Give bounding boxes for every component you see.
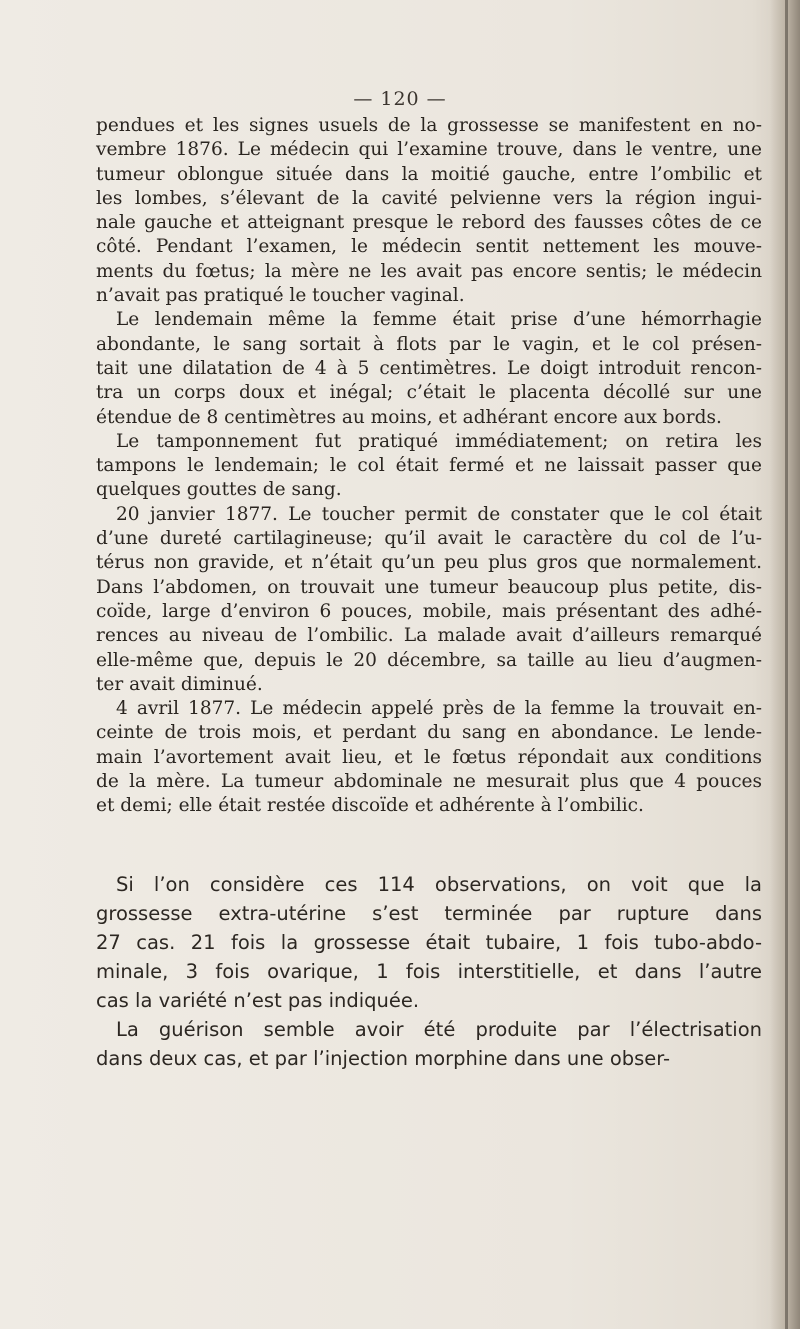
text-line: nale gauche et atteignant presque le rebord des fausses côtes de ce — [96, 212, 762, 234]
paragraph — [96, 697, 762, 818]
text-line: La guérison semble avoir été produite par l’électrisation — [116, 1018, 762, 1041]
text-line: 27 cas. 21 fois la grossesse était tubaire, 1 fois tubo-abdo- — [96, 931, 762, 954]
text-line: Dans l’abdomen, on trouvait une tumeur beaucoup plus petite, dis- — [96, 576, 762, 598]
text-line: pendues et les signes usuels de la grossesse se manifestent en no- — [96, 115, 762, 136]
text-line: cas la variété n’est pas indiquée. — [96, 989, 420, 1012]
text-line: coïde, large d’environ 6 pouces, mobile, mais présentant des adhé- — [96, 600, 762, 622]
text-line: tumeur oblongue située dans la moitié gauche, entre l’ombilic et — [96, 163, 762, 185]
text-line: Le lendemain même la femme était prise d’une hémorrhagie — [116, 309, 762, 331]
text-line: rences au niveau de l’ombilic. La malade avait d’ailleurs remarqué — [96, 625, 762, 647]
text-line: dans deux cas, et par l’injection morphine dans une obser- — [96, 1047, 671, 1070]
paragraph — [96, 430, 762, 503]
binding-edge — [785, 0, 788, 1329]
text-line: Le tamponnement fut pratiqué immédiatement; on retira les — [116, 430, 762, 452]
paragraph — [96, 114, 762, 308]
paragraph — [96, 870, 762, 1015]
text-line: étendue de 8 centimètres au moins, et adhérant encore aux bords. — [96, 406, 722, 428]
text-line: quelques gouttes de sang. — [96, 479, 342, 501]
text-line: 4 avril 1877. Le médecin appelé près de la femme la trouvait en- — [116, 698, 762, 720]
text-line: de la mère. La tumeur abdominale ne mesurait plus que 4 pouces — [96, 771, 762, 793]
text-line: elle-même que, depuis le 20 décembre, sa taille au lieu d’augmen- — [96, 649, 762, 671]
text-line: main l’avortement avait lieu, et le fœtus répondait aux conditions — [96, 746, 762, 768]
text-line: et demi; elle était restée discoïde et adhérente à l’ombilic. — [96, 795, 644, 817]
text-line: térus non gravide, et n’était qu’un peu plus gros que normalement. — [96, 552, 762, 574]
text-line: Si l’on considère ces 114 observations, on voit que la — [116, 873, 762, 896]
text-line: grossesse extra-utérine s’est terminée par rupture dans — [96, 902, 762, 925]
text-line: abondante, le sang sortait à flots par le vagin, et le col présen- — [96, 333, 762, 355]
summary-text — [96, 870, 762, 1073]
text-line: côté. Pendant l’examen, le médecin sentit nettement les mouve- — [96, 236, 762, 258]
text-line: ter avait diminué. — [96, 673, 263, 695]
text-line: tra un corps doux et inégal; c’était le placenta décollé sur une — [96, 382, 762, 404]
page-number: — 120 — — [353, 88, 447, 110]
text-line: ceinte de trois mois, et perdant du sang en abondance. Le lende- — [96, 722, 762, 744]
text-line: n’avait pas pratiqué le toucher vaginal. — [96, 285, 465, 307]
text-line: minale, 3 fois ovarique, 1 fois interstitielle, et dans l’autre — [96, 960, 762, 983]
text-line: les lombes, s’élevant de la cavité pelvienne vers la région ingui- — [96, 187, 762, 209]
paragraph — [96, 308, 762, 429]
text-line: tait une dilatation de 4 à 5 centimètres. Le doigt introduit rencon- — [96, 357, 762, 379]
text-line: d’une dureté cartilagineuse; qu’il avait le caractère du col de l’u- — [96, 528, 762, 550]
paragraph — [96, 1015, 762, 1073]
text-line: tampons le lendemain; le col était fermé et ne laissait passer que — [96, 455, 762, 477]
text-line: ments du fœtus; la mère ne les avait pas encore sentis; le médecin — [96, 260, 762, 282]
paragraph — [96, 503, 762, 697]
text-line: 20 janvier 1877. Le toucher permit de constater que le col était — [116, 503, 762, 525]
observation-text — [96, 114, 762, 819]
text-line: vembre 1876. Le médecin qui l’examine trouve, dans le ventre, une — [96, 139, 762, 161]
